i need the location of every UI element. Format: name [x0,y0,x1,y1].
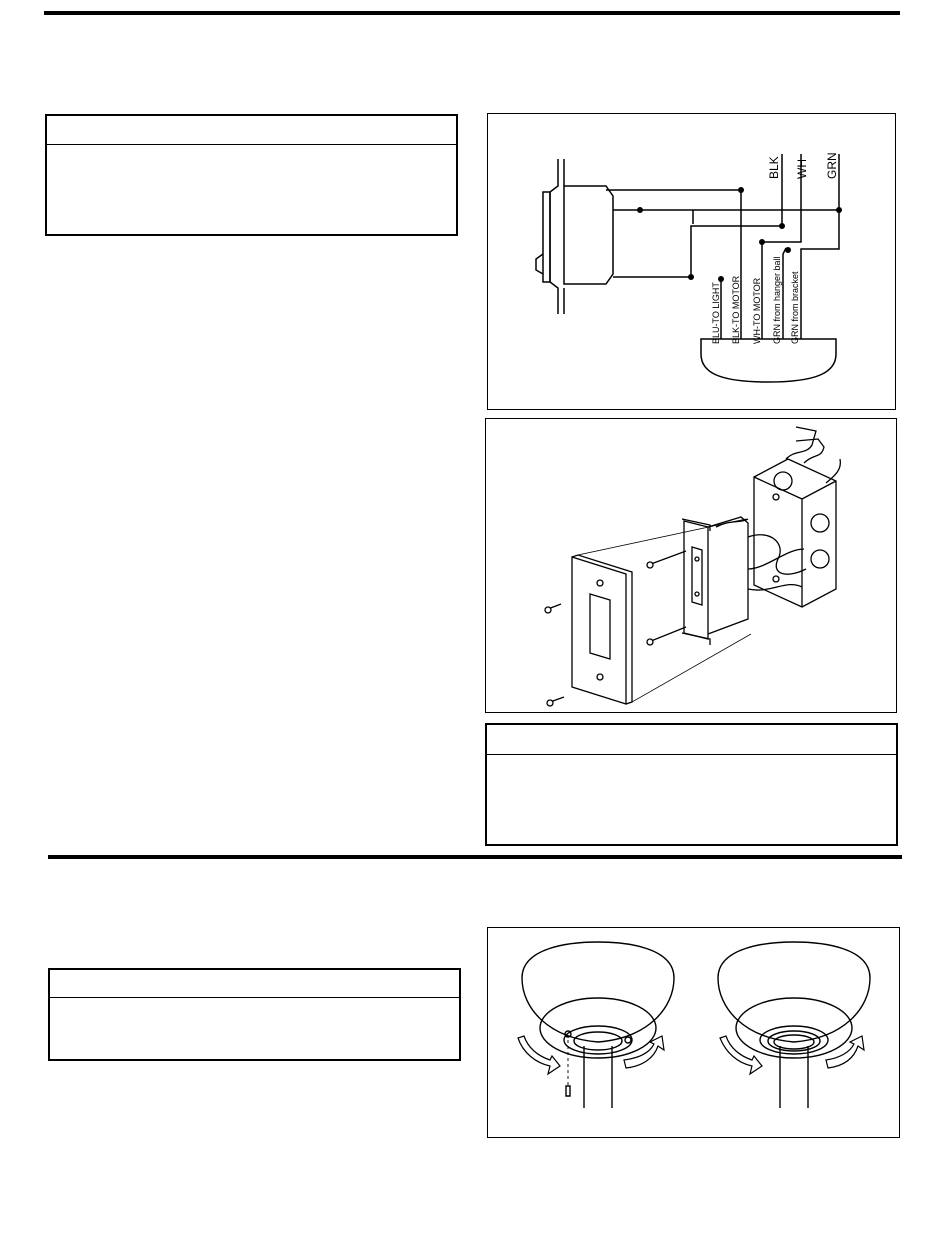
note-box-2-header [487,754,896,755]
rotation-arrow-icon [518,1036,560,1074]
label-top-blk: BLK [767,156,781,179]
rotation-arrow-icon [624,1036,664,1068]
note-box-1 [45,114,458,236]
screw-icon [545,551,686,706]
label-blu-to-light: BLU-TO LIGHT [711,282,721,344]
section-divider-rule [48,855,902,859]
label-grn-bracket: GRN from bracket [790,271,800,344]
wiring-diagram [488,114,897,411]
rotation-arrow-icon [720,1036,762,1074]
label-grn-hanger-ball: GRN from hanger ball [772,256,782,344]
label-blk-to-motor: BLK-TO MOTOR [731,275,741,344]
note-box-3 [48,968,461,1061]
note-box-1-header [47,144,456,145]
note-box-3-header [50,997,459,998]
note-box-2 [485,723,898,846]
canopy-illustration [488,928,901,1139]
label-wh-to-motor: WH-TO MOTOR [752,277,762,344]
wall-control-illustration [486,419,898,714]
top-rule [44,11,900,15]
wall-control-install-panel [485,418,897,713]
label-top-wh: WH [795,159,809,179]
wall-plate-icon [572,555,632,704]
wiring-diagram-panel [487,113,896,410]
canopy-install-panel [487,927,900,1138]
label-top-grn: GRN [825,152,839,179]
rotation-arrow-icon [826,1036,864,1068]
